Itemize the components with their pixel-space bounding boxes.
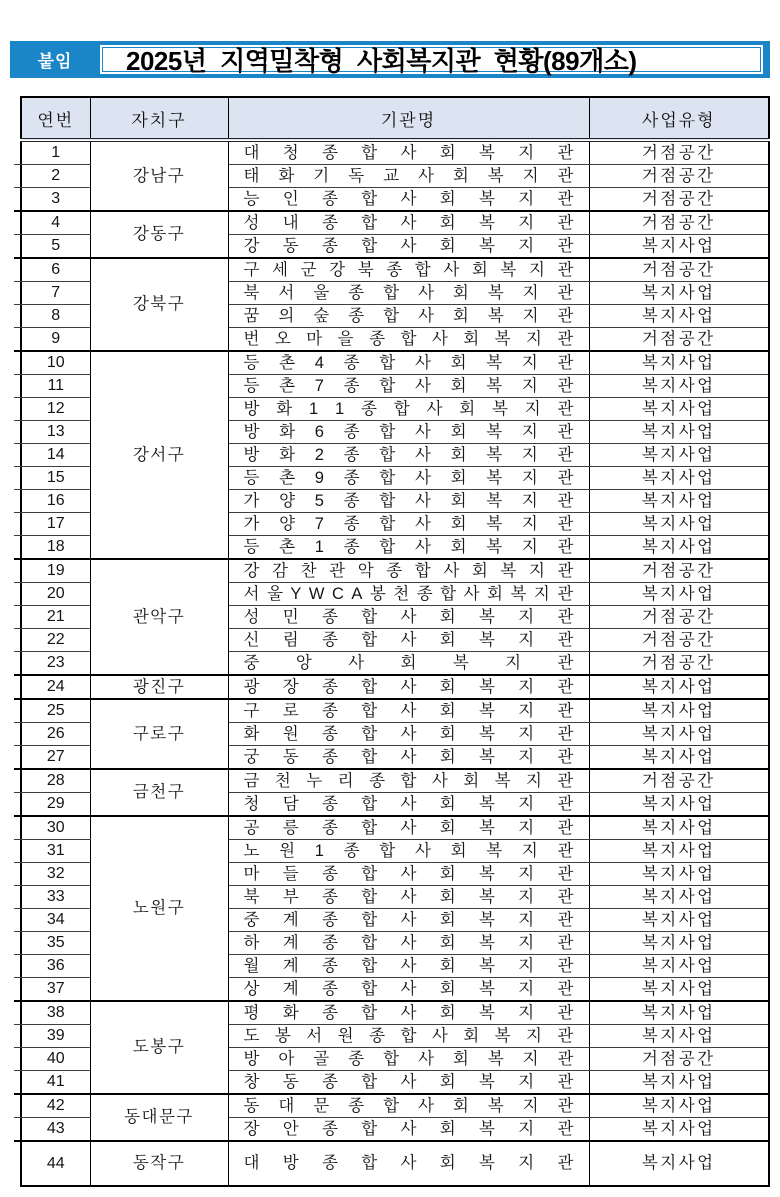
biz-type-cell: 복지사업 <box>589 536 769 560</box>
biz-type-cell: 복지사업 <box>589 375 769 398</box>
page-title: 2025년 지역밀착형 사회복지관 현황(89개소) <box>126 46 637 76</box>
table-row <box>21 1001 769 1025</box>
org-name-cell: 구 세 군 강 북 종 합 사 회 복 지 관 <box>228 258 589 282</box>
district-cell: 강동구 <box>90 211 228 258</box>
org-name-cell: 등 촌 4 종 합 사 회 복 지 관 <box>228 351 589 375</box>
district-cell: 구로구 <box>90 699 228 769</box>
biz-type-cell: 거점공간 <box>589 258 769 282</box>
org-name-cell: 금 천 누 리 종 합 사 회 복 지 관 <box>228 769 589 793</box>
org-name-cell: 창 동 종 합 사 회 복 지 관 <box>228 1071 589 1095</box>
table-row <box>21 816 769 840</box>
serial-number-cell: 22 <box>21 629 90 652</box>
org-name-cell: 등 촌 7 종 합 사 회 복 지 관 <box>228 375 589 398</box>
district-cell: 관악구 <box>90 559 228 675</box>
serial-number-cell: 38 <box>21 1001 90 1025</box>
org-name-cell: 평 화 종 합 사 회 복 지 관 <box>228 1001 589 1025</box>
table-row <box>21 140 769 165</box>
serial-number-cell: 9 <box>21 328 90 352</box>
welfare-center-table <box>20 96 770 1187</box>
district-cell: 도봉구 <box>90 1001 228 1094</box>
org-name-cell: 가 양 5 종 합 사 회 복 지 관 <box>228 490 589 513</box>
biz-type-cell: 복지사업 <box>589 978 769 1002</box>
org-name-cell: 대 청 종 합 사 회 복 지 관 <box>228 140 589 165</box>
serial-number-cell: 42 <box>21 1094 90 1118</box>
serial-number-cell: 5 <box>21 235 90 259</box>
biz-type-cell: 거점공간 <box>589 140 769 165</box>
biz-type-cell: 복지사업 <box>589 909 769 932</box>
serial-number-cell: 30 <box>21 816 90 840</box>
biz-type-cell: 거점공간 <box>589 188 769 212</box>
biz-type-cell: 복지사업 <box>589 886 769 909</box>
biz-type-cell: 복지사업 <box>589 675 769 699</box>
org-name-cell: 청 담 종 합 사 회 복 지 관 <box>228 793 589 817</box>
column-header-biz-type: 사업유형 <box>589 97 769 140</box>
serial-number-cell: 31 <box>21 840 90 863</box>
org-name-cell: 태 화 기 독 교 사 회 복 지 관 <box>228 165 589 188</box>
org-name-cell: 서 울 Y W C A 봉 천 종 합 사 회 복 지 관 <box>228 583 589 606</box>
biz-type-cell: 복지사업 <box>589 1001 769 1025</box>
biz-type-cell: 거점공간 <box>589 652 769 676</box>
table-row <box>21 699 769 723</box>
district-cell: 강북구 <box>90 258 228 351</box>
biz-type-cell: 복지사업 <box>589 490 769 513</box>
serial-number-cell: 41 <box>21 1071 90 1095</box>
table-row <box>21 211 769 235</box>
biz-type-cell: 복지사업 <box>589 1071 769 1095</box>
org-name-cell: 노 원 1 종 합 사 회 복 지 관 <box>228 840 589 863</box>
serial-number-cell: 7 <box>21 282 90 305</box>
biz-type-cell: 복지사업 <box>589 816 769 840</box>
serial-number-cell: 14 <box>21 444 90 467</box>
org-name-cell: 화 원 종 합 사 회 복 지 관 <box>228 723 589 746</box>
org-name-cell: 꿈 의 숲 종 합 사 회 복 지 관 <box>228 305 589 328</box>
biz-type-cell: 복지사업 <box>589 1025 769 1048</box>
serial-number-cell: 26 <box>21 723 90 746</box>
serial-number-cell: 19 <box>21 559 90 583</box>
org-name-cell: 성 민 종 합 사 회 복 지 관 <box>228 606 589 629</box>
serial-number-cell: 3 <box>21 188 90 212</box>
biz-type-cell: 복지사업 <box>589 235 769 259</box>
biz-type-cell: 복지사업 <box>589 305 769 328</box>
biz-type-cell: 복지사업 <box>589 840 769 863</box>
org-name-cell: 방 화 2 종 합 사 회 복 지 관 <box>228 444 589 467</box>
serial-number-cell: 13 <box>21 421 90 444</box>
serial-number-cell: 37 <box>21 978 90 1002</box>
biz-type-cell: 거점공간 <box>589 165 769 188</box>
column-header-district: 자치구 <box>90 97 228 140</box>
biz-type-cell: 복지사업 <box>589 793 769 817</box>
table-row <box>21 559 769 583</box>
serial-number-cell: 25 <box>21 699 90 723</box>
org-name-cell: 대 방 종 합 사 회 복 지 관 <box>228 1141 589 1186</box>
table-row <box>21 258 769 282</box>
serial-number-cell: 11 <box>21 375 90 398</box>
serial-number-cell: 39 <box>21 1025 90 1048</box>
serial-number-cell: 32 <box>21 863 90 886</box>
org-name-cell: 광 장 종 합 사 회 복 지 관 <box>228 675 589 699</box>
org-name-cell: 중 앙 사 회 복 지 관 <box>228 652 589 676</box>
org-name-cell: 도 봉 서 원 종 합 사 회 복 지 관 <box>228 1025 589 1048</box>
biz-type-cell: 거점공간 <box>589 606 769 629</box>
district-cell: 노원구 <box>90 816 228 1001</box>
serial-number-cell: 15 <box>21 467 90 490</box>
serial-number-cell: 4 <box>21 211 90 235</box>
district-cell: 광진구 <box>90 675 228 699</box>
org-name-cell: 신 림 종 합 사 회 복 지 관 <box>228 629 589 652</box>
table-row <box>21 1141 769 1186</box>
org-name-cell: 북 부 종 합 사 회 복 지 관 <box>228 886 589 909</box>
serial-number-cell: 28 <box>21 769 90 793</box>
biz-type-cell: 복지사업 <box>589 932 769 955</box>
title-banner <box>10 41 770 78</box>
column-header-org-name: 기관명 <box>228 97 589 140</box>
biz-type-cell: 복지사업 <box>589 1118 769 1142</box>
serial-number-cell: 21 <box>21 606 90 629</box>
district-cell: 금천구 <box>90 769 228 816</box>
org-name-cell: 궁 동 종 합 사 회 복 지 관 <box>228 746 589 770</box>
serial-number-cell: 12 <box>21 398 90 421</box>
table-row <box>21 675 769 699</box>
org-name-cell: 번 오 마 을 종 합 사 회 복 지 관 <box>228 328 589 352</box>
table-row <box>21 769 769 793</box>
serial-number-cell: 2 <box>21 165 90 188</box>
serial-number-cell: 8 <box>21 305 90 328</box>
serial-number-cell: 16 <box>21 490 90 513</box>
biz-type-cell: 거점공간 <box>589 559 769 583</box>
serial-number-cell: 43 <box>21 1118 90 1142</box>
biz-type-cell: 거점공간 <box>589 1048 769 1071</box>
org-name-cell: 중 계 종 합 사 회 복 지 관 <box>228 909 589 932</box>
biz-type-cell: 복지사업 <box>589 351 769 375</box>
attachment-badge: 붙임 <box>37 52 73 71</box>
serial-number-cell: 33 <box>21 886 90 909</box>
district-cell: 강서구 <box>90 351 228 559</box>
org-name-cell: 성 내 종 합 사 회 복 지 관 <box>228 211 589 235</box>
serial-number-cell: 17 <box>21 513 90 536</box>
biz-type-cell: 복지사업 <box>589 513 769 536</box>
biz-type-cell: 거점공간 <box>589 769 769 793</box>
table-row <box>21 1094 769 1118</box>
serial-number-cell: 10 <box>21 351 90 375</box>
biz-type-cell: 거점공간 <box>589 629 769 652</box>
serial-number-cell: 18 <box>21 536 90 560</box>
title-box <box>100 45 763 74</box>
org-name-cell: 방 화 6 종 합 사 회 복 지 관 <box>228 421 589 444</box>
serial-number-cell: 40 <box>21 1048 90 1071</box>
biz-type-cell: 복지사업 <box>589 863 769 886</box>
biz-type-cell: 복지사업 <box>589 282 769 305</box>
serial-number-cell: 36 <box>21 955 90 978</box>
org-name-cell: 등 촌 1 종 합 사 회 복 지 관 <box>228 536 589 560</box>
org-name-cell: 강 감 찬 관 악 종 합 사 회 복 지 관 <box>228 559 589 583</box>
org-name-cell: 하 계 종 합 사 회 복 지 관 <box>228 932 589 955</box>
org-name-cell: 등 촌 9 종 합 사 회 복 지 관 <box>228 467 589 490</box>
org-name-cell: 상 계 종 합 사 회 복 지 관 <box>228 978 589 1002</box>
org-name-cell: 가 양 7 종 합 사 회 복 지 관 <box>228 513 589 536</box>
column-header-serial: 연번 <box>21 97 90 140</box>
biz-type-cell: 복지사업 <box>589 444 769 467</box>
table-header-row <box>21 97 769 140</box>
serial-number-cell: 34 <box>21 909 90 932</box>
district-cell: 강남구 <box>90 140 228 211</box>
org-name-cell: 능 인 종 합 사 회 복 지 관 <box>228 188 589 212</box>
org-name-cell: 구 로 종 합 사 회 복 지 관 <box>228 699 589 723</box>
org-name-cell: 강 동 종 합 사 회 복 지 관 <box>228 235 589 259</box>
biz-type-cell: 복지사업 <box>589 955 769 978</box>
org-name-cell: 방 화 1 1 종 합 사 회 복 지 관 <box>228 398 589 421</box>
biz-type-cell: 복지사업 <box>589 723 769 746</box>
serial-number-cell: 29 <box>21 793 90 817</box>
biz-type-cell: 복지사업 <box>589 398 769 421</box>
biz-type-cell: 복지사업 <box>589 1094 769 1118</box>
org-name-cell: 장 안 종 합 사 회 복 지 관 <box>228 1118 589 1142</box>
org-name-cell: 마 들 종 합 사 회 복 지 관 <box>228 863 589 886</box>
biz-type-cell: 복지사업 <box>589 467 769 490</box>
serial-number-cell: 44 <box>21 1141 90 1186</box>
biz-type-cell: 복지사업 <box>589 1141 769 1186</box>
org-name-cell: 월 계 종 합 사 회 복 지 관 <box>228 955 589 978</box>
org-name-cell: 동 대 문 종 합 사 회 복 지 관 <box>228 1094 589 1118</box>
org-name-cell: 방 아 골 종 합 사 회 복 지 관 <box>228 1048 589 1071</box>
table-body <box>21 140 769 1186</box>
serial-number-cell: 23 <box>21 652 90 676</box>
org-name-cell: 공 릉 종 합 사 회 복 지 관 <box>228 816 589 840</box>
biz-type-cell: 복지사업 <box>589 746 769 770</box>
serial-number-cell: 20 <box>21 583 90 606</box>
serial-number-cell: 27 <box>21 746 90 770</box>
serial-number-cell: 24 <box>21 675 90 699</box>
biz-type-cell: 복지사업 <box>589 699 769 723</box>
table-row <box>21 351 769 375</box>
serial-number-cell: 6 <box>21 258 90 282</box>
district-cell: 동작구 <box>90 1141 228 1186</box>
org-name-cell: 북 서 울 종 합 사 회 복 지 관 <box>228 282 589 305</box>
biz-type-cell: 복지사업 <box>589 421 769 444</box>
district-cell: 동대문구 <box>90 1094 228 1141</box>
biz-type-cell: 거점공간 <box>589 328 769 352</box>
biz-type-cell: 거점공간 <box>589 211 769 235</box>
serial-number-cell: 35 <box>21 932 90 955</box>
welfare-center-table-wrapper <box>20 96 768 1187</box>
serial-number-cell: 1 <box>21 140 90 165</box>
biz-type-cell: 복지사업 <box>589 583 769 606</box>
